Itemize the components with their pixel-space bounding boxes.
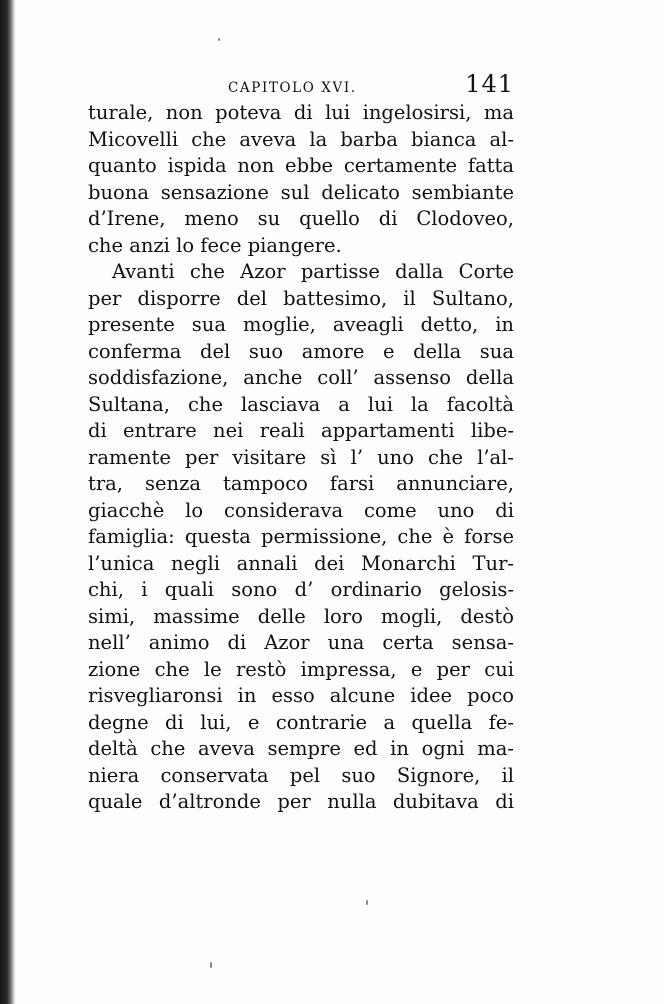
text-line: per disporre del battesimo, il Sultano,: [88, 286, 514, 310]
text-line: d’Irene, meno su quello di Clodoveo,: [88, 207, 514, 230]
page-number: 141: [465, 70, 514, 98]
running-head: CAPITOLO XVI.: [228, 80, 357, 96]
text-line: tra, senza tampoco farsi annunciare,: [88, 472, 514, 495]
page-spine-shadow: [0, 0, 16, 1004]
text-line: chi, i quali sono d’ ordinario gelosis-: [88, 578, 514, 601]
text-line: simi, massime delle loro mogli, destò: [88, 604, 514, 628]
text-line: degne di lui, e contrarie a quella fe-: [88, 710, 514, 734]
text-line: quale d’altronde per nulla dubitava di: [88, 790, 514, 813]
body-text: [88, 100, 514, 816]
text-line: ramente per visitare sì l’ uno che l’al-: [88, 445, 514, 469]
text-line: zione che le restò impressa, e per cui: [88, 657, 514, 681]
text-line: deltà che aveva sempre ed in ogni ma-: [88, 737, 514, 760]
text-line: soddisfazione, anche coll’ assenso della: [88, 366, 514, 389]
page-speck: [218, 38, 220, 41]
text-line: Micovelli che aveva la barba bianca al-: [88, 127, 514, 151]
text-line: quanto ispida non ebbe certamente fatta: [88, 154, 514, 177]
text-line: Avanti che Azor partisse dalla Corte: [112, 260, 514, 283]
text-line: Sultana, che lasciava a lui la facoltà: [88, 392, 514, 416]
text-line: l’unica negli annali dei Monarchi Tur-: [88, 551, 514, 575]
text-line: niera conservata pel suo Signore, il: [88, 763, 514, 787]
text-line: giacchè lo considerava come uno di: [88, 498, 514, 522]
text-line: presente sua moglie, aveagli detto, in: [88, 313, 514, 336]
text-line: risvegliaronsi in esso alcune idee poco: [88, 684, 514, 707]
page-header: [88, 70, 514, 100]
page-speck: [366, 900, 368, 905]
page-speck: [210, 962, 212, 968]
text-line: famiglia: questa permissione, che è forse: [88, 525, 514, 548]
text-line: turale, non poteva di lui ingelosirsi, ma: [88, 101, 514, 124]
text-line: buona sensazione sul delicato sembiante: [88, 180, 514, 204]
text-line: conferma del suo amore e della sua: [88, 339, 514, 363]
text-line: nell’ animo di Azor una certa sensa-: [88, 631, 514, 654]
text-line: che anzi lo fece piangere.: [88, 233, 342, 257]
text-line: di entrare nei reali appartamenti libe-: [88, 419, 514, 442]
